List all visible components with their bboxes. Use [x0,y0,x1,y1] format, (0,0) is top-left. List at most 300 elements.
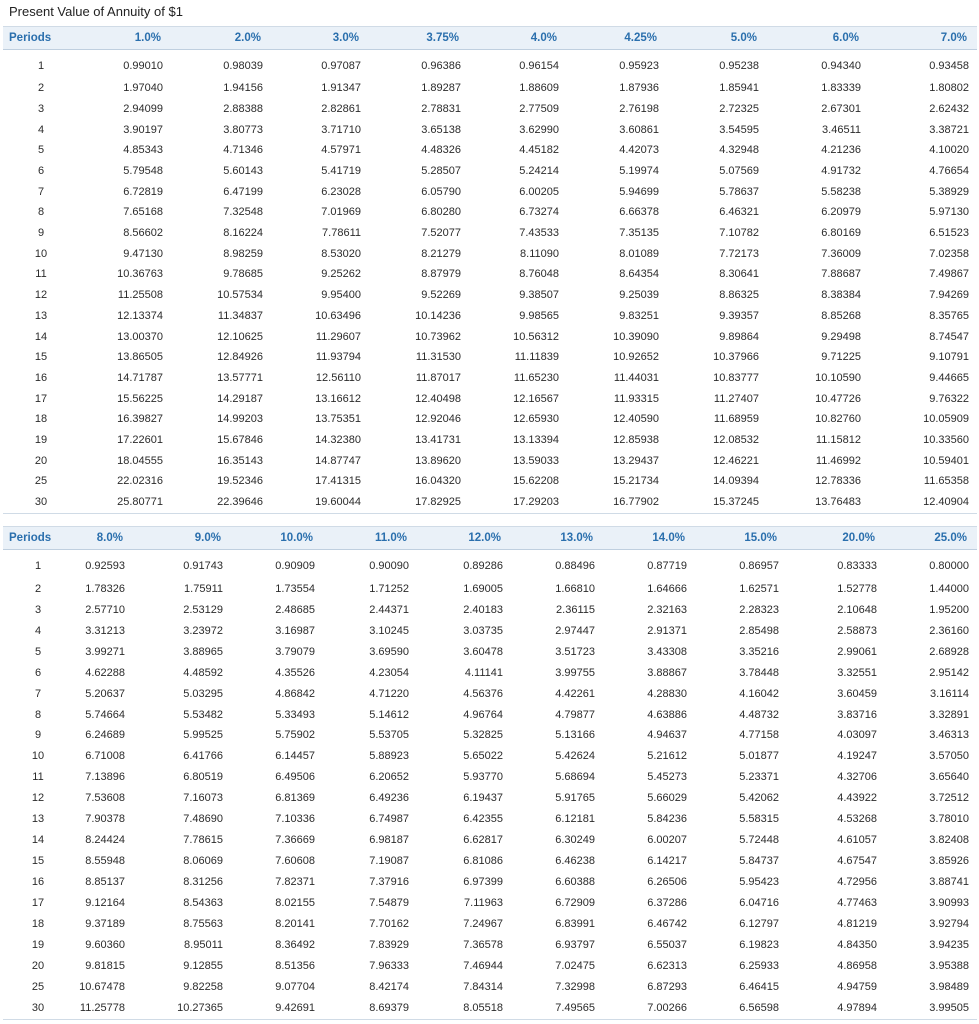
value-cell: 8.69379 [369,1002,409,1015]
table-row [3,746,977,767]
value-cell: 2.78831 [421,102,461,115]
value-cell: 6.41766 [183,750,223,763]
value-cell: 3.60478 [463,645,503,658]
value-cell: 19.60044 [315,496,361,509]
period-cell: 2 [37,82,45,95]
value-cell: 10.47726 [815,392,861,405]
value-cell: 7.24967 [463,918,503,931]
value-cell: 1.69005 [463,582,503,595]
period-cell: 9 [34,729,42,742]
value-cell: 3.80773 [223,123,263,136]
value-cell: 2.67301 [821,102,861,115]
value-cell: 11.11839 [514,351,559,364]
value-cell: 22.02316 [117,475,163,488]
value-cell: 5.19974 [619,165,659,178]
value-cell: 3.99505 [929,1002,969,1015]
value-cell: 6.19823 [739,939,779,951]
value-cell: 5.38929 [929,185,969,198]
value-cell: 4.19247 [837,750,877,763]
value-cell: 9.39357 [719,309,759,322]
value-cell: 12.65930 [513,413,559,426]
period-cell: 4 [34,624,42,637]
value-cell: 4.79877 [555,708,595,721]
value-cell: 4.62288 [85,666,125,679]
value-cell: 5.14612 [369,708,409,721]
period-cell: 20 [31,959,45,972]
value-cell: 10.36763 [117,268,163,281]
value-cell: 9.10791 [929,351,969,364]
value-cell: 6.73274 [519,206,559,219]
value-cell: 10.92652 [613,351,659,364]
value-cell: 7.72173 [719,247,759,260]
table-row [3,809,977,830]
value-cell: 8.76048 [519,268,559,281]
value-cell: 11.29607 [315,330,361,343]
rate-header: 7.0% [869,27,977,50]
value-cell: 1.85941 [719,82,759,95]
value-cell: 9.47130 [123,247,163,260]
value-cell: 7.90378 [85,813,125,826]
value-cell: 8.55948 [85,855,125,868]
value-cell: 4.35526 [275,666,315,679]
annuity-table-high-rates [3,526,977,1020]
value-cell: 15.21734 [613,475,659,488]
period-cell: 11 [32,771,44,784]
value-cell: 9.82258 [183,980,223,993]
value-cell: 3.32891 [929,708,969,721]
value-cell: 11.25778 [79,1002,125,1015]
value-cell: 2.95142 [929,666,969,679]
value-cell: 6.97399 [463,876,503,889]
value-cell: 5.32825 [463,729,503,742]
value-cell: 10.59401 [923,454,969,467]
table-row [3,683,977,704]
value-cell: 8.95011 [184,939,223,951]
value-cell: 11.93315 [613,392,659,405]
value-cell: 3.38721 [929,123,969,136]
table-row [3,285,977,306]
value-cell: 7.46944 [463,959,503,972]
value-cell: 6.72909 [555,897,595,910]
value-cell: 6.62313 [647,959,687,972]
value-cell: 6.47199 [223,185,263,198]
value-cell: 14.99203 [217,413,263,426]
annuity-table-low-rates [3,26,977,514]
value-cell: 7.36578 [463,939,503,951]
value-cell: 4.21236 [821,144,861,157]
value-cell: 5.24214 [519,165,559,178]
value-cell: 1.80802 [929,82,969,95]
value-cell: 3.57050 [929,750,969,763]
periods-header: Periods [3,27,79,50]
value-cell: 6.66378 [619,206,659,219]
value-cell: 12.85938 [613,433,659,446]
value-cell: 4.42073 [619,144,659,157]
value-cell: 12.16567 [513,392,559,405]
value-cell: 12.40590 [613,413,659,426]
value-cell: 6.20652 [369,771,409,784]
period-cell: 25 [34,475,48,488]
value-cell: 2.10648 [837,603,877,616]
value-cell: 2.36160 [929,624,969,637]
period-cell: 4 [37,123,45,136]
value-cell: 11.15812 [815,433,861,446]
value-cell: 0.95238 [719,59,759,72]
period-cell: 19 [31,939,45,951]
table-row [3,243,977,264]
value-cell: 11.65230 [513,371,559,384]
value-cell: 9.29498 [821,330,861,343]
value-cell: 6.00207 [647,834,687,847]
value-cell: 15.56225 [117,392,163,405]
value-cell: 5.88923 [369,750,409,763]
table-row [3,409,977,430]
value-cell: 0.89286 [463,560,503,573]
value-cell: 4.77158 [739,729,779,742]
value-cell: 2.28323 [739,603,779,616]
value-cell: 12.40498 [415,392,461,405]
value-cell: 5.33493 [275,708,315,721]
rate-header: 4.25% [567,27,667,50]
value-cell: 6.62817 [463,834,503,847]
value-cell: 6.20979 [821,206,861,219]
value-cell: 3.78448 [739,666,779,679]
value-cell: 9.76322 [929,392,969,405]
period-cell: 2 [34,582,42,595]
value-cell: 4.03097 [837,729,877,742]
period-cell: 16 [34,371,48,384]
period-cell: 16 [31,876,45,889]
value-cell: 7.52077 [421,227,461,240]
value-cell: 4.81219 [837,918,877,931]
value-cell: 13.16612 [315,392,361,405]
period-cell: 9 [37,227,45,240]
value-cell: 0.83333 [837,560,877,573]
value-cell: 8.24424 [85,834,125,847]
period-cell: 11 [35,268,47,281]
value-cell: 2.77509 [519,102,559,115]
value-cell: 2.68928 [929,645,969,658]
value-cell: 4.28830 [647,687,687,700]
table-row [3,997,977,1019]
period-cell: 7 [37,185,45,198]
value-cell: 7.10782 [719,227,759,240]
period-cell: 30 [34,496,48,509]
value-cell: 4.84350 [837,939,877,951]
value-cell: 10.83777 [713,371,759,384]
value-cell: 7.49867 [929,268,969,281]
value-cell: 9.44665 [929,371,969,384]
value-cell: 9.78685 [223,268,263,281]
value-cell: 1.44000 [929,582,969,595]
value-cell: 0.94340 [821,59,861,72]
value-cell: 0.92593 [85,560,125,573]
header-row [3,27,977,50]
value-cell: 0.90909 [275,560,315,573]
value-cell: 3.60459 [837,687,877,700]
value-cell: 11.34837 [217,309,263,322]
value-cell: 5.03295 [183,687,223,700]
table-title: Present Value of Annuity of $1 [9,4,183,19]
value-cell: 4.67547 [837,855,877,868]
value-cell: 6.98187 [369,834,409,847]
value-cell: 11.87017 [415,371,461,384]
value-cell: 6.37286 [647,897,687,910]
value-cell: 13.57771 [217,371,263,384]
value-cell: 2.82861 [321,102,361,115]
value-cell: 4.72956 [837,876,877,889]
value-cell: 10.10590 [815,371,861,384]
value-cell: 13.59033 [513,454,559,467]
value-cell: 1.95200 [929,603,969,616]
value-cell: 13.00370 [117,330,163,343]
value-cell: 14.29187 [217,392,263,405]
table-row [3,140,977,161]
value-cell: 4.57971 [321,144,361,157]
value-cell: 14.09394 [713,475,759,488]
table-row [3,830,977,851]
value-cell: 4.86958 [837,959,877,972]
value-cell: 17.82925 [415,496,461,509]
value-cell: 3.46511 [822,123,861,136]
table-row [3,368,977,389]
value-cell: 2.44371 [369,603,409,616]
table-row [3,50,977,78]
value-cell: 6.23028 [321,185,361,198]
value-cell: 6.42355 [463,813,503,826]
value-cell: 8.21279 [421,247,461,260]
value-cell: 7.94269 [929,289,969,302]
table-row [3,893,977,914]
value-cell: 10.63496 [315,309,361,322]
value-cell: 7.78615 [183,834,223,847]
table-row [3,492,977,514]
value-cell: 7.60608 [275,855,315,868]
value-cell: 1.83339 [821,82,861,95]
value-cell: 3.72512 [929,792,969,805]
table-row [3,599,977,620]
value-cell: 3.32551 [837,666,877,679]
value-cell: 5.21612 [647,750,687,763]
value-cell: 3.35216 [739,645,779,658]
value-cell: 5.41719 [321,165,361,178]
value-cell: 13.29437 [613,454,659,467]
value-cell: 1.73554 [275,582,315,595]
value-cell: 1.62571 [739,582,779,595]
value-cell: 12.46221 [713,454,759,467]
value-cell: 8.87979 [421,268,461,281]
value-cell: 8.01089 [619,247,659,260]
value-cell: 7.32548 [223,206,263,219]
value-cell: 9.83251 [619,309,659,322]
value-cell: 4.94637 [647,729,687,742]
table-row [3,851,977,872]
value-cell: 4.53268 [837,813,877,826]
value-cell: 7.11963 [464,897,503,910]
value-cell: 4.11141 [464,666,503,679]
value-cell: 6.12797 [739,918,779,931]
value-cell: 2.53129 [183,603,223,616]
value-cell: 1.64666 [647,582,687,595]
value-cell: 7.82371 [275,876,315,889]
value-cell: 2.97447 [555,624,595,637]
value-cell: 9.07704 [275,980,315,993]
rate-header: 5.0% [667,27,767,50]
value-cell: 6.93797 [555,939,595,951]
table-row [3,641,977,662]
value-cell: 12.10625 [217,330,263,343]
value-cell: 1.78326 [85,582,125,595]
value-cell: 12.40904 [923,496,969,509]
value-cell: 8.85268 [821,309,861,322]
value-cell: 11.27407 [713,392,759,405]
value-cell: 15.37245 [713,496,759,509]
value-cell: 0.86957 [739,560,779,573]
value-cell: 5.72448 [739,834,779,847]
value-cell: 3.95388 [929,959,969,972]
value-cell: 6.04716 [739,897,779,910]
value-cell: 11.93794 [315,351,361,364]
value-cell: 3.78010 [929,813,969,826]
value-cell: 6.56598 [739,1002,779,1015]
value-cell: 7.02475 [555,959,595,972]
value-cell: 0.99010 [123,59,163,72]
value-cell: 10.05909 [923,413,969,426]
value-cell: 5.53705 [369,729,409,742]
rate-header: 4.0% [469,27,567,50]
value-cell: 4.94759 [837,980,877,993]
value-cell: 2.48685 [275,603,315,616]
value-cell: 3.62990 [519,123,559,136]
value-cell: 3.03735 [463,624,503,637]
value-cell: 6.60388 [555,876,595,889]
value-cell: 6.12181 [555,813,595,826]
value-cell: 1.91347 [321,82,361,95]
value-cell: 6.05790 [421,185,461,198]
value-cell: 4.48732 [739,708,779,721]
value-cell: 0.91743 [183,560,223,573]
value-cell: 3.10245 [369,624,409,637]
value-cell: 10.27365 [177,1002,223,1015]
value-cell: 6.55037 [647,939,687,951]
value-cell: 8.53020 [321,247,361,260]
table-row [3,347,977,368]
value-cell: 11.44031 [613,371,659,384]
value-cell: 7.88687 [821,268,861,281]
value-cell: 1.97040 [123,82,163,95]
value-cell: 7.00266 [647,1002,687,1015]
value-cell: 6.81086 [463,855,503,868]
value-cell: 15.62208 [513,475,559,488]
value-cell: 7.01969 [321,206,361,219]
table-row [3,788,977,809]
table-row [3,99,977,120]
table-row [3,202,977,223]
period-cell: 7 [34,687,42,700]
period-cell: 15 [34,351,48,364]
rate-header: 10.0% [231,527,323,550]
period-cell: 13 [34,309,48,322]
rate-header: 15.0% [695,527,787,550]
period-cell: 3 [34,603,42,616]
table-row [3,976,977,997]
value-cell: 6.19437 [463,792,503,805]
value-cell: 3.90197 [123,123,163,136]
value-cell: 4.77463 [837,897,877,910]
period-cell: 1 [34,560,42,573]
table-row [3,872,977,893]
table-row [3,935,977,956]
period-cell: 30 [31,1002,45,1015]
value-cell: 17.41315 [315,475,361,488]
value-cell: 7.02358 [929,247,969,260]
value-cell: 6.71008 [85,750,125,763]
value-cell: 2.32163 [647,603,687,616]
value-cell: 8.85137 [85,876,125,889]
value-cell: 2.58873 [837,624,877,637]
value-cell: 0.80000 [929,560,969,573]
table-row [3,450,977,471]
value-cell: 7.83929 [369,939,409,951]
value-cell: 10.73962 [415,330,461,343]
value-cell: 11.25508 [117,289,163,302]
period-cell: 6 [37,165,45,178]
value-cell: 8.02155 [275,897,315,910]
rate-header: 11.0% [323,527,417,550]
value-cell: 11.31530 [415,351,461,364]
value-cell: 3.88741 [929,876,969,889]
value-cell: 9.95400 [321,289,361,302]
value-cell: 5.60143 [223,165,263,178]
value-cell: 5.28507 [421,165,461,178]
value-cell: 9.12855 [183,959,223,972]
table-row [3,914,977,935]
value-cell: 15.67846 [217,433,263,446]
period-cell: 3 [37,102,45,115]
value-cell: 10.39090 [613,330,659,343]
value-cell: 5.75902 [275,729,315,742]
value-cell: 7.54879 [369,897,409,910]
value-cell: 0.97087 [321,59,361,72]
value-cell: 4.63886 [647,708,687,721]
value-cell: 12.13374 [117,309,163,322]
value-cell: 6.26506 [647,876,687,889]
value-cell: 6.46742 [647,918,687,931]
value-cell: 4.32948 [719,144,759,157]
value-cell: 6.80169 [821,227,861,240]
value-cell: 9.81815 [85,959,125,972]
rate-header: 9.0% [133,527,231,550]
value-cell: 7.13896 [85,771,125,784]
value-cell: 2.72325 [719,102,759,115]
period-cell: 13 [31,813,45,826]
table-row [3,725,977,746]
table-row [3,471,977,492]
value-cell: 1.89287 [421,82,461,95]
value-cell: 6.80280 [421,206,461,219]
period-cell: 6 [34,666,42,679]
value-cell: 22.39646 [217,496,263,509]
value-cell: 3.99755 [555,666,595,679]
value-cell: 8.06069 [183,855,223,868]
value-cell: 4.43922 [837,792,877,805]
value-cell: 3.88965 [183,645,223,658]
periods-header: Periods [3,527,73,550]
value-cell: 0.96154 [519,59,559,72]
table-row [3,264,977,285]
value-cell: 7.10336 [275,813,315,826]
value-cell: 1.94156 [223,82,263,95]
